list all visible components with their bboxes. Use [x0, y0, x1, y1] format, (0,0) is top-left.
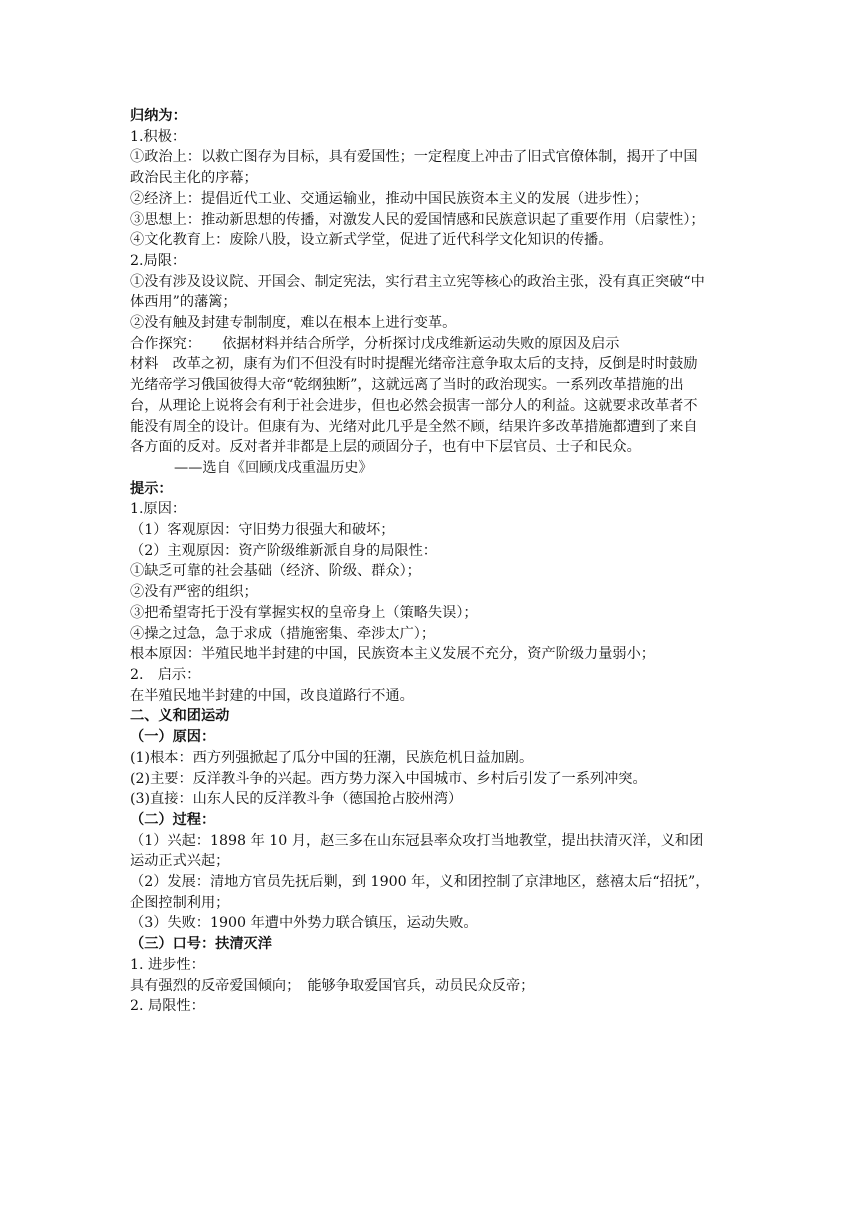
text-line: ②没有触及封建专制制度，难以在根本上进行变革。 [130, 315, 457, 332]
material-text: 能没有周全的设计。但康有为、光绪对此几乎是全然不顾，结果许多改革措施都遭到了来自 [130, 418, 698, 435]
text-line: 2. 启示： [130, 666, 201, 683]
text-line: ④文化教育上：废除八股，设立新式学堂，促进了近代科学文化知识的传播。 [130, 232, 613, 249]
text-line: ①没有涉及设议院、开国会、制定宪法，实行君主立宪等核心的政治主张，没有真正突破“中 [130, 273, 705, 290]
cooperative-inquiry: 合作探究： 依据材料并结合所学，分析探讨戊戌维新运动失败的原因及启示 [130, 335, 620, 352]
text-line: 企图控制利用； [130, 894, 230, 911]
text-line: (1)根本：西方列强掀起了瓜分中国的狂潮，民族危机日益加剧。 [130, 749, 534, 766]
text-line: (2)主要：反洋教斗争的兴起。西方势力深入中国城市、乡村后引发了一系列冲突。 [130, 770, 647, 787]
text-line: ①政治上：以救亡图存为目标，具有爱国性；一定程度上冲击了旧式官僚体制，揭开了中国 [130, 149, 698, 166]
section-heading-boxer: 二、义和团运动 [130, 708, 230, 725]
text-line: 1.积极： [130, 128, 187, 145]
text-line: （1）客观原因：守旧势力很强大和破坏； [130, 522, 395, 539]
text-line: ①缺乏可靠的社会基础（经济、阶级、群众）； [130, 563, 421, 580]
text-line: （3）失败：1900 年遭中外势力联合镇压，运动失败。 [130, 915, 478, 932]
text-line: 1.原因： [130, 501, 187, 518]
text-line: (3)直接：山东人民的反洋教斗争（德国抢占胶州湾） [130, 791, 463, 808]
text-line: 具有强烈的反帝爱国倾向； 能够争取爱国官兵，动员民众反帝； [130, 977, 535, 994]
heading-hint: 提示： [130, 480, 173, 497]
text-line: 体西用”的藩篱； [130, 294, 237, 311]
text-line: ②经济上：提倡近代工业、交通运输业，推动中国民族资本主义的发展（进步性）； [130, 190, 648, 207]
text-line: ③思想上：推动新思想的传播，对激发人民的爱国情感和民族意识起了重要作用（启蒙性）； [130, 211, 705, 228]
text-line: （2）主观原因：资产阶级维新派自身的局限性： [130, 542, 437, 559]
subheading-causes: （一）原因： [130, 729, 216, 746]
text-line: 1. 进步性： [130, 956, 205, 973]
text-line: 政治民主化的序幕； [130, 170, 258, 187]
subheading-slogan: （三）口号：扶清灭洋 [130, 936, 272, 953]
material-text: 台，从理论上说将会有利于社会进步，但也必然会损害一部分人的利益。这就要求改革者不 [130, 397, 698, 414]
material-text: 材料 改革之初，康有为们不但没有时时提醒光绪帝注意争取太后的支持，反倒是时时鼓励 [130, 356, 698, 373]
text-line: 2.局限： [130, 252, 187, 269]
text-line: ③把希望寄托于没有掌握实权的皇帝身上（策略失误）； [130, 604, 478, 621]
text-line: ②没有严密的组织； [130, 584, 258, 601]
text-line: 在半殖民地半封建的中国，改良道路行不通。 [130, 687, 414, 704]
material-text: 各方面的反对。反对者并非都是上层的顽固分子，也有中下层官员、士子和民众。 [130, 439, 641, 456]
text-line: （2）发展：清地方官员先抚后剿，到 1900 年，义和团控制了京津地区，慈禧太后“招抚”， [130, 874, 710, 891]
text-line: 根本原因：半殖民地半封建的中国，民族资本主义发展不充分，资产阶级力量弱小； [130, 646, 655, 663]
text-line: （1）兴起：1898 年 10 月，赵三多在山东冠县率众攻打当地教堂，提出扶清灭洋，义和团 [130, 832, 704, 849]
material-source: ——选自《回顾戊戌重温历史》 [174, 459, 373, 476]
text-line: 运动正式兴起； [130, 853, 230, 870]
subheading-process: （二）过程： [130, 811, 216, 828]
material-text: 光绪帝学习俄国彼得大帝“乾纲独断”，这就远离了当时的政治现实。一系列改革措施的出 [130, 377, 684, 394]
text-line: 2. 局限性： [130, 998, 205, 1015]
text-line: ④操之过急，急于求成（措施密集、牵涉太广）； [130, 625, 436, 642]
heading-summary: 归纳为： [130, 108, 187, 124]
